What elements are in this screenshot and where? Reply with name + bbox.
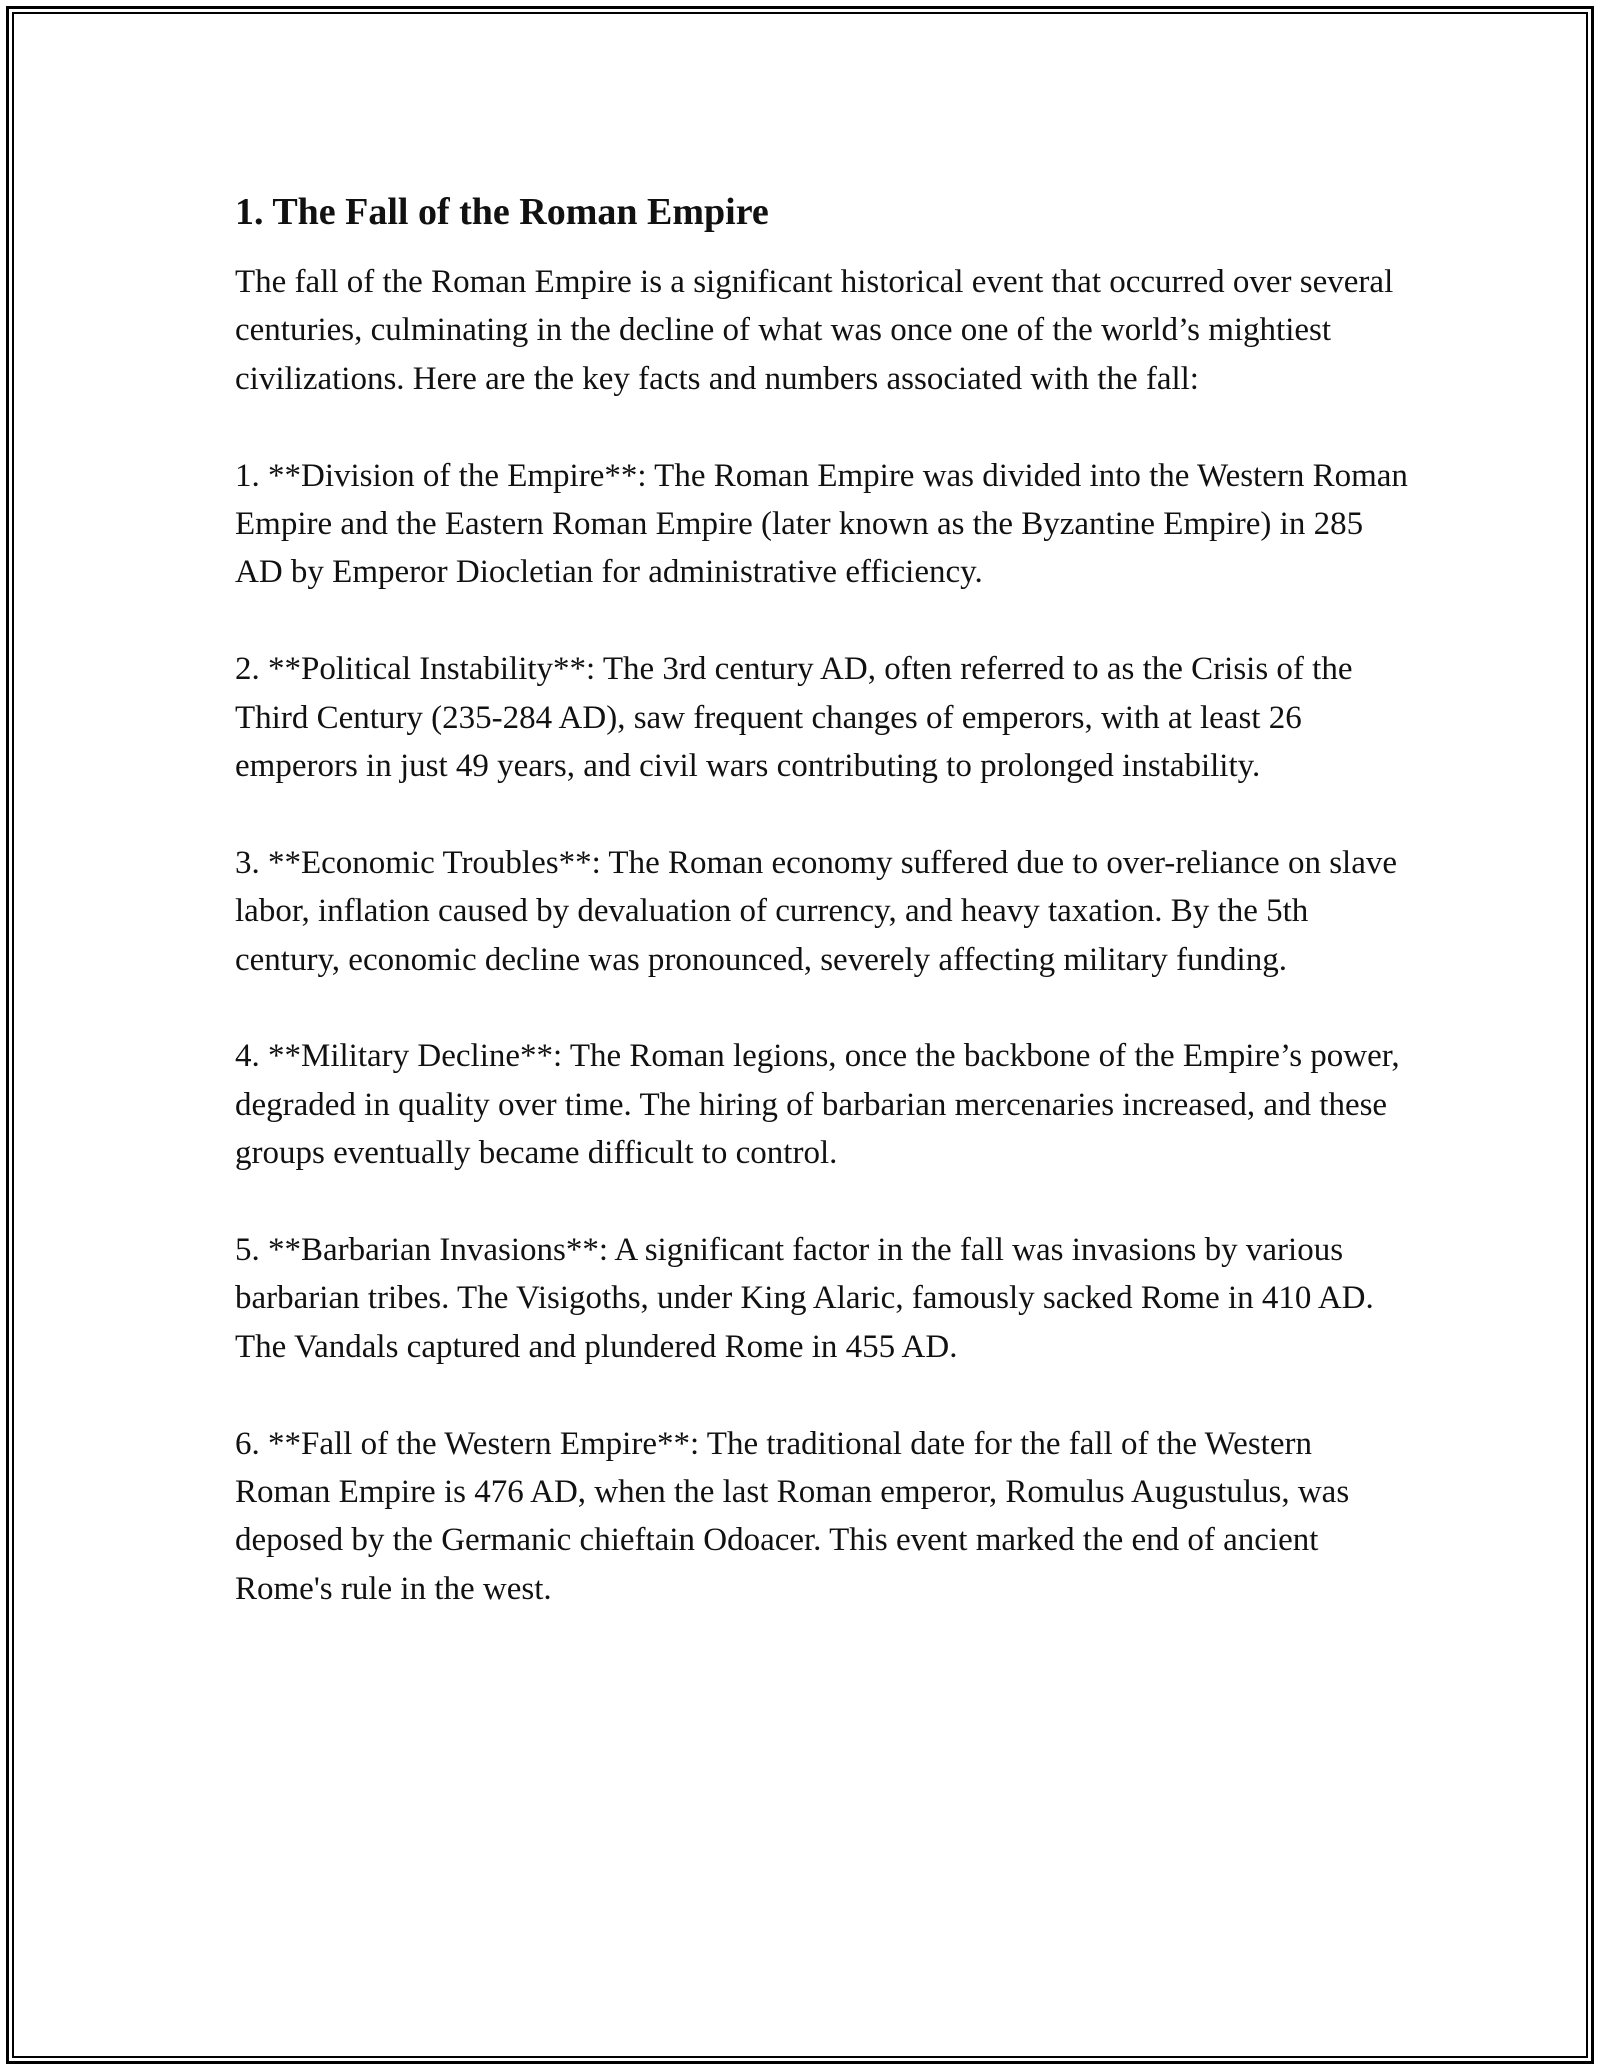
list-item-barbarian-invasions: 5. **Barbarian Invasions**: A significant factor in the fall was invasions by various barbarian tribes. The Visigoths, under King Alaric, famously sacked Rome in 410 AD. The Vandals captured and plundered Rome in 455 AD. <box>235 1232 1374 1365</box>
document-title: 1. The Fall of the Roman Empire <box>235 191 769 233</box>
list-item-fall-western-empire: 6. **Fall of the Western Empire**: The traditional date for the fall of the Western Roman Empire is 476 AD, when the last Roman emperor, Romulus Augustulus, was deposed by the Germanic chieftain Odoacer. This event marked the end of ancient Rome's rule in the west. <box>235 1425 1350 1607</box>
list-item-political-instability: 2. **Political Instability**: The 3rd century AD, often referred to as the Crisis of the Third Century (235-284 AD), saw frequent changes of emperors, with at least 26 emperors in just 49 years, and civil wars contributing to prolonged instability. <box>235 651 1353 785</box>
list-item-military-decline: 4. **Military Decline**: The Roman legions, once the backbone of the Empire’s power, degraded in quality over time. The hiring of barbarian mercenaries increased, and these groups eventually became difficult to control. <box>235 1038 1400 1172</box>
list-item-division: 1. **Division of the Empire**: The Roman Empire was divided into the Western Roman Empire and the Eastern Roman Empire (later known as the Byzantine Empire) in 285 AD by Emperor Diocletian for administrative efficiency. <box>235 457 1408 591</box>
intro-paragraph: The fall of the Roman Empire is a significant historical event that occurred over several centuries, culminating in the decline of what was once one of the world’s mightiest civilizations. Here are the key facts and numbers associated with the fall: <box>235 264 1394 397</box>
list-item-economic-troubles: 3. **Economic Troubles**: The Roman economy suffered due to over-reliance on slave labor, inflation caused by devaluation of currency, and heavy taxation. By the 5th century, economic decline was pronounced, severely affecting military funding. <box>235 844 1398 978</box>
document-body <box>235 186 1415 1662</box>
